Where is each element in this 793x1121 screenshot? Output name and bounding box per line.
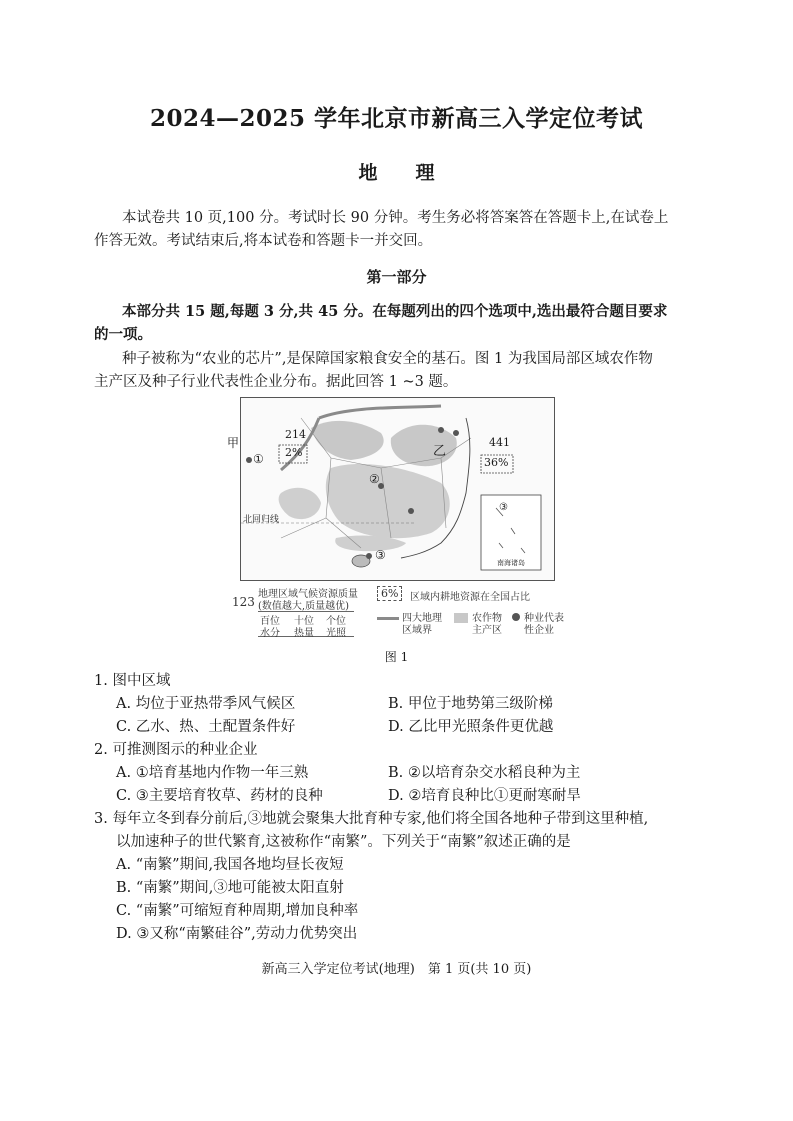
q3-option-a: A. “南繁”期间,我国各地均昼长夜短 <box>116 857 344 873</box>
legend-h3: 个位 <box>326 616 346 627</box>
stem-line-2: 主产区及种子行业代表性企业分布。据此回答 1 ~3 题。 <box>94 374 458 390</box>
enterprise-dot-5 <box>438 427 444 433</box>
inset-label: 南海诸岛 <box>497 559 525 567</box>
enterprise-dot-1 <box>246 457 252 463</box>
pct-yi: 36% <box>484 456 509 469</box>
q3-stem-line-2: 以加速种子的世代繁育,这被称作“南繁”。下列关于“南繁”叙述正确的是 <box>116 834 571 850</box>
crop-region-sw <box>279 488 321 519</box>
legend-crop: 农作物 <box>472 613 502 624</box>
legend-boundary-2: 区域界 <box>402 625 432 636</box>
stem-line-1: 种子被称为“农业的芯片”,是保障国家粮食安全的基石。图 1 为我国局部区域农作物 <box>122 351 653 367</box>
crop-region-south <box>326 464 450 538</box>
instructions-line-2: 作答无效。考试结束后,将本试卷和答题卡一并交回。 <box>94 233 433 249</box>
crop-region-yi <box>391 425 457 466</box>
section-desc-line-1: 本部分共 15 题,每题 3 分,共 45 分。在每题列出的四个选项中,选出最符合题目要求 <box>122 303 668 320</box>
q1-option-d: D. 乙比甲光照条件更优越 <box>388 719 554 735</box>
section-desc-line-2: 的一项。 <box>94 326 152 343</box>
legend-boundary: 四大地理 <box>402 613 442 624</box>
legend-code-desc-2: (数值越大,质量越优) <box>258 601 349 612</box>
label-yi: 乙 <box>433 444 447 459</box>
marker-3: ③ <box>375 548 386 562</box>
map-legend <box>232 583 572 641</box>
enterprise-dot-3 <box>366 553 372 559</box>
legend-code: 123 <box>232 595 255 609</box>
figure-caption: 图 1 <box>384 650 409 664</box>
page-footer: 新高三入学定位考试(地理) 第 1 页(共 10 页) <box>261 962 532 977</box>
legend-pct-box: 6% <box>377 586 402 601</box>
q2-option-b: B. ②以培育杂交水稻良种为主 <box>388 765 581 781</box>
q1-option-a: A. 均位于亚热带季风气候区 <box>116 696 296 712</box>
q2-option-a: A. ①培育基地内作物一年三熟 <box>116 765 309 781</box>
legend-code-desc-1: 地理区域气候资源质量 <box>258 589 358 600</box>
pct-jia: 2% <box>285 446 303 459</box>
legend-r1: 水分 <box>260 628 280 639</box>
marker-3-inset: ③ <box>499 502 508 513</box>
section-title: 第一部分 <box>366 268 427 286</box>
value-yi: 441 <box>489 436 510 449</box>
legend-code-table <box>258 611 354 637</box>
legend-r3: 光照 <box>326 628 346 639</box>
legend-r2: 热量 <box>294 628 314 639</box>
legend-boundary-swatch <box>377 617 399 620</box>
q3-stem-line-1: 3. 每年立冬到春分前后,③地就会聚集大批育种专家,他们将全国各地种子带到这里种植, <box>94 811 649 827</box>
subject-title: 地 理 <box>358 162 435 184</box>
enterprise-dot-6 <box>453 430 459 436</box>
q2-option-d: D. ②培育良种比①更耐寒耐旱 <box>388 788 581 804</box>
legend-pct-desc: 区域内耕地资源在全国占比 <box>410 592 530 603</box>
legend-firm-2: 性企业 <box>524 625 554 636</box>
crop-region-north <box>311 421 384 460</box>
instructions-line-1: 本试卷共 10 页,100 分。考试时长 90 分钟。考生务必将答案答在答题卡上,在试卷上 <box>122 210 669 226</box>
legend-h1: 百位 <box>260 616 280 627</box>
label-jia: 甲 <box>227 436 240 450</box>
q3-option-d: D. ③又称“南繁硅谷”,劳动力优势突出 <box>116 926 358 942</box>
marker-1: ① <box>253 452 264 466</box>
q3-option-b: B. “南繁”期间,③地可能被太阳直射 <box>116 880 344 896</box>
legend-crop-swatch <box>454 613 468 623</box>
marker-2: ② <box>369 472 380 486</box>
legend-firm: 种业代表 <box>524 613 564 624</box>
q2-stem: 2. 可推测图示的种业企业 <box>94 742 258 758</box>
exam-title: 2024—2025 学年北京市新高三入学定位考试 <box>149 105 644 132</box>
legend-firm-dot <box>512 613 520 621</box>
map-svg <box>241 398 554 580</box>
map-figure <box>227 397 555 581</box>
q2-option-c: C. ③主要培育牧草、药材的良种 <box>116 788 323 804</box>
tropic-label: 北回归线 <box>243 515 280 525</box>
value-jia: 214 <box>285 428 306 441</box>
enterprise-dot-4 <box>408 508 414 514</box>
legend-h2: 十位 <box>294 616 314 627</box>
q1-option-b: B. 甲位于地势第三级阶梯 <box>388 696 553 712</box>
legend-crop-2: 主产区 <box>472 625 502 636</box>
q3-option-c: C. “南繁”可缩短育种周期,增加良种率 <box>116 903 359 919</box>
q1-stem: 1. 图中区域 <box>94 673 171 689</box>
q1-option-c: C. 乙水、热、土配置条件好 <box>116 719 296 735</box>
